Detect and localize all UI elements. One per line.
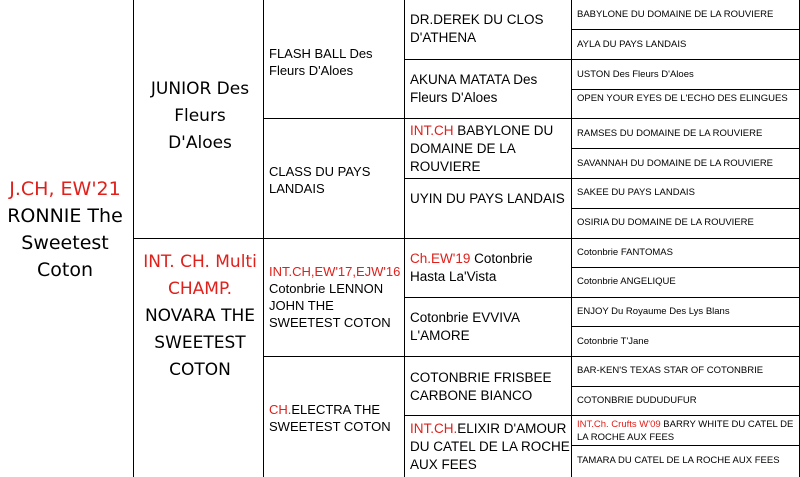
gen3-name: FLASH BALL Des Fleurs D'Aloes xyxy=(269,46,373,78)
gen5-name: BABYLONE DU DOMAINE DE LA ROUVIERE xyxy=(577,9,774,20)
gen4-cell xyxy=(410,190,570,208)
gen5-name: BARRY WHITE DU CATEL DE LA ROCHE AUX FEES xyxy=(577,419,794,443)
gen2-sire-name: JUNIOR Des Fleurs D'Aloes xyxy=(150,79,250,153)
gen5-cell xyxy=(577,335,799,348)
gen5-cell xyxy=(577,246,799,259)
gen5-cell xyxy=(577,127,799,140)
gen4-cell xyxy=(410,71,570,107)
gen4-cell xyxy=(410,250,570,286)
gen4-name: COTONBRIE FRISBEE CARBONE BIANCO xyxy=(410,370,552,403)
gen5-name: AYLA DU PAYS LANDAIS xyxy=(577,39,687,50)
gen5-name: USTON Des Fleurs D'Aloes xyxy=(577,69,694,80)
gen3-name: CLASS DU PAYS LANDAIS xyxy=(269,164,371,196)
gen5-cell xyxy=(577,305,799,318)
gen5-name: COTONBRIE DUDUDUFUR xyxy=(577,395,697,406)
gen4-title: INT.CH xyxy=(410,123,454,138)
gen5-name: TAMARA DU CATEL DE LA ROCHE AUX FEES xyxy=(577,455,780,466)
gen4-name: Cotonbrie Hasta La'Vista xyxy=(410,251,533,284)
gen5-title: INT.Ch. Crufts W'09 xyxy=(577,419,661,430)
gen5-cell xyxy=(577,157,799,170)
gen5-cell xyxy=(577,92,799,105)
gen5-name: ENJOY Du Royaume Des Lys Blans xyxy=(577,306,730,317)
gen5-name: SAVANNAH DU DOMAINE DE LA ROUVIERE xyxy=(577,158,774,169)
gen5-name: Cotonbrie ANGELIQUE xyxy=(577,276,676,287)
gen3-title: INT.CH,EW'17,EJW'16 xyxy=(269,264,401,279)
gen5-cell xyxy=(577,8,799,21)
gen5-name: Cotonbrie FANTOMAS xyxy=(577,247,673,258)
gen4-name: BABYLONE DU DOMAINE DE LA ROUVIERE xyxy=(410,123,554,174)
gen4-name: AKUNA MATATA Des Fleurs D'Aloes xyxy=(410,72,538,105)
gen4-title: Ch.EW'19 xyxy=(410,251,471,266)
gen4-title: INT.CH. xyxy=(410,421,458,436)
gen2-dam xyxy=(140,249,260,384)
gen5-cell xyxy=(577,418,799,444)
gen5-name: OSIRIA DU DOMAINE DE LA ROUVIERE xyxy=(577,217,754,228)
gen1-name: RONNIE The Sweetest Coton xyxy=(7,205,123,281)
gen3-cell xyxy=(269,45,403,79)
gen4-name: ELIXIR D'AMOUR DU CATEL DE LA ROCHE AUX FEES xyxy=(410,421,570,472)
gen4-cell xyxy=(410,11,570,47)
gen3-cell xyxy=(269,263,403,331)
gen2-dam-name: NOVARA THE SWEETEST COTON xyxy=(144,306,256,380)
gen5-cell xyxy=(577,394,799,407)
gen5-cell xyxy=(577,68,799,81)
gen5-cell xyxy=(577,216,799,229)
gen5-name: Cotonbrie T'Jane xyxy=(577,336,649,347)
gen5-cell xyxy=(577,454,799,467)
gen4-cell xyxy=(410,369,570,405)
gen4-cell xyxy=(410,420,570,477)
gen5-name: SAKEE DU PAYS LANDAIS xyxy=(577,187,695,198)
gen4-name: UYIN DU PAYS LANDAIS xyxy=(410,191,565,206)
gen5-cell xyxy=(577,364,799,377)
gen4-cell xyxy=(410,309,570,345)
gen1-title: J.CH, EW'21 xyxy=(9,178,121,200)
gen5-cell xyxy=(577,186,799,199)
gen5-name: RAMSES DU DOMAINE DE LA ROUVIERE xyxy=(577,128,763,139)
gen3-name: Cotonbrie LENNON JOHN THE SWEETEST COTON xyxy=(269,281,391,330)
gen5-cell xyxy=(577,38,799,51)
gen3-cell xyxy=(269,163,403,197)
gen4-cell xyxy=(410,122,570,176)
gen5-name: BAR-KEN'S TEXAS STAR OF COTONBRIE xyxy=(577,365,764,376)
gen4-name: Cotonbrie EVVIVA L'AMORE xyxy=(410,310,520,343)
gen3-name: ELECTRA THE SWEETEST COTON xyxy=(269,402,391,434)
gen3-cell xyxy=(269,401,403,435)
gen4-name: DR.DEREK DU CLOS D'ATHENA xyxy=(410,12,544,45)
gen3-title: CH. xyxy=(269,402,292,417)
gen2-sire xyxy=(140,76,260,157)
gen2-dam-title: INT. CH. Multi CHAMP. xyxy=(143,252,257,299)
gen5-name: OPEN YOUR EYES DE L'ECHO DES ELINGUES xyxy=(577,93,788,104)
gen5-cell xyxy=(577,275,799,288)
gen1-dog xyxy=(0,176,130,284)
